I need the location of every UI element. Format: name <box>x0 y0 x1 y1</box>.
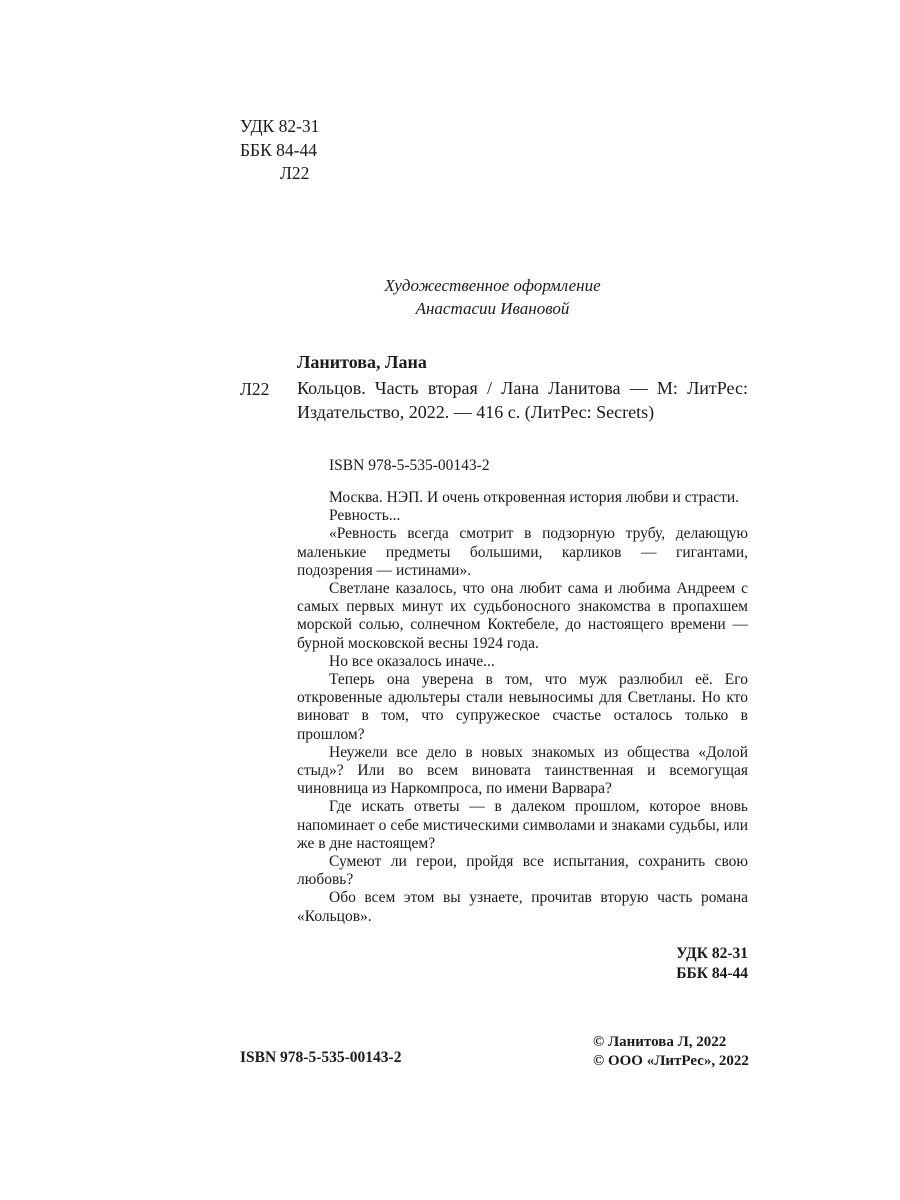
annotation-paragraph: Неужели все дело в новых знакомых из общества «Долой стыд»? Или во всем виновата таинственная и всемогущая чиновница из Наркомпроса, по имени Варвара? <box>297 743 748 798</box>
annotation-paragraph: Теперь она уверена в том, что муж разлюбил её. Его откровенные адюльтеры стали невыносимы для Светланы. Но кто виноват в том, что супружеское счастье осталось только в прошлом? <box>297 671 748 743</box>
copyright-publisher: © ООО «ЛитРес», 2022 <box>593 1053 749 1069</box>
annotation-paragraph: «Ревность всегда смотрит в подзорную трубу, делающую маленькие предметы большими, карликов — гигантами, подозрения — истинами». <box>297 525 748 579</box>
udk-code: УДК 82-31 <box>240 116 320 136</box>
footer-udk: УДК 82-31 <box>676 945 748 962</box>
footer-classification <box>676 944 748 983</box>
annotation <box>297 489 748 926</box>
footer-bbk: ББК 84-44 <box>676 964 748 982</box>
art-credit-line-2: Анастасии Ивановой <box>415 299 570 318</box>
copyright-block <box>593 1033 749 1071</box>
annotation-paragraph: Москва. НЭП. И очень откровенная история любви и страсти. <box>329 489 740 506</box>
author-heading: Ланитова, Лана <box>297 352 427 372</box>
art-credit <box>300 274 685 320</box>
isbn-record: ISBN 978-5-535-00143-2 <box>329 457 490 474</box>
annotation-paragraph: Но все оказалось иначе... <box>329 652 495 670</box>
art-credit-line-1: Художественное оформление <box>384 276 601 295</box>
bbk-code: ББК 84-44 <box>240 139 317 160</box>
footer-isbn: ISBN 978-5-535-00143-2 <box>240 1049 402 1066</box>
annotation-paragraph: Где искать ответы — в далеком прошлом, которое вновь напоминает о себе мистическими символами и знаками судьбы, или же в дне настоящем? <box>297 798 748 852</box>
record-author-mark: Л22 <box>240 379 270 399</box>
copyright-author: © Ланитова Л, 2022 <box>593 1034 727 1050</box>
bibliographic-description: Кольцов. Часть вторая / Лана Ланитова — М: ЛитРес: Издательство, 2022. — 416 с. (ЛитРес: Secrets) <box>297 378 748 422</box>
annotation-paragraph: Сумеют ли герои, пройдя все испытания, сохранить свою любовь? <box>297 853 748 889</box>
author-mark: Л22 <box>280 163 310 183</box>
annotation-paragraph: Обо всем этом вы узнаете, прочитав вторую часть романа «Кольцов». <box>297 889 748 925</box>
annotation-paragraph: Светлане казалось, что она любит сама и любима Андреем с самых первых минут их судьбоносного знакомства в пропахшем морской солью, солнечном Коктебеле, до настоящего времени — бурной московской весны 1924 года. <box>297 580 748 652</box>
annotation-paragraph: Ревность... <box>329 507 401 525</box>
classification-block <box>240 115 319 186</box>
